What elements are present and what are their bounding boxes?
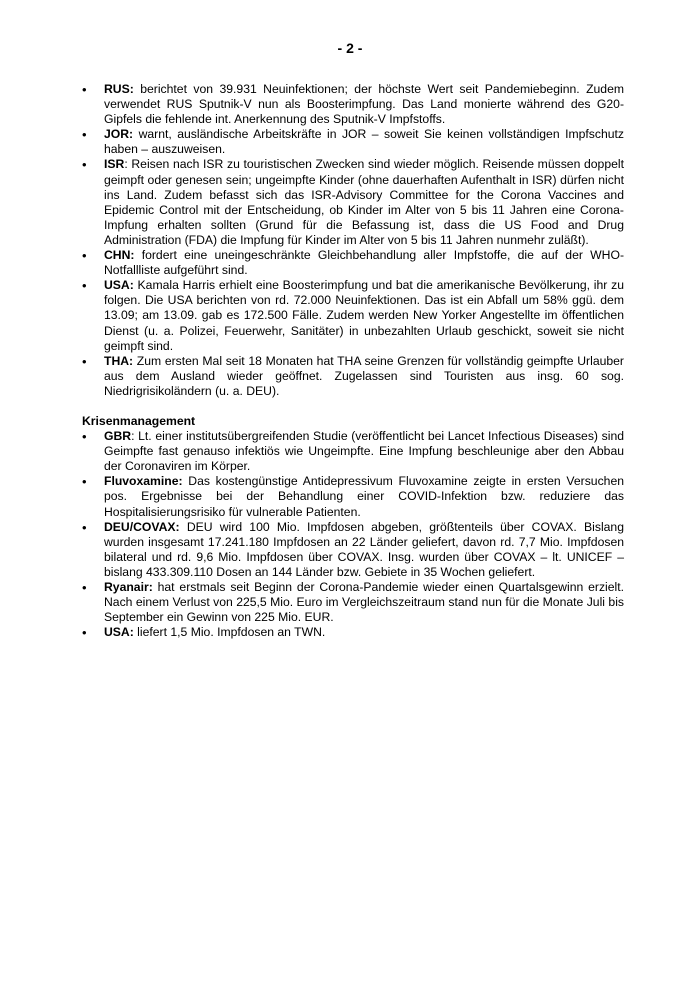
list-item — [82, 429, 624, 474]
item-label: USA: — [104, 278, 134, 293]
item-label: JOR: — [104, 127, 134, 142]
document-body — [82, 82, 624, 640]
item-text: berichtet von 39.931 Neuinfektionen; der höchste Wert seit Pandemiebeginn. Zudem verwendet RUS Sputnik-V nun als Boosterimpfung. Das Land monierte während des G20-Gipfels die fehlende int. Anerkennung des Sputnik-V Impfstoffs. — [104, 82, 624, 127]
item-text: Kamala Harris erhielt eine Boosterimpfung und bat die amerikanische Bevölkerung, ihr zu folgen. Die USA berichten von rd. 72.000 Neuinfektionen. Das ist ein Abfall um 58% ggü. dem 13.09; am 13.09. gab es 172.500 Fälle. Zudem werden New Yorker Angestellte im öffentlichen Dienst (u. a. Polizei, Feuerwehr, Sanitäter) in unbezahlten Urlaub geschickt, soweit sie nicht geimpft sind. — [104, 278, 624, 353]
list-item — [82, 278, 624, 353]
list-item — [82, 354, 624, 399]
item-label: DEU/COVAX: — [104, 519, 180, 534]
item-label: ISR — [104, 157, 125, 172]
item-label: RUS: — [104, 82, 134, 96]
crisis-management-list — [82, 429, 624, 640]
item-label: Ryanair: — [104, 580, 153, 594]
item-label: GBR — [104, 429, 132, 444]
list-item — [82, 520, 624, 580]
list-item — [82, 474, 624, 519]
list-item — [82, 625, 624, 640]
item-text: fordert eine uneingeschränkte Gleichbehandlung aller Impfstoffe, die auf der WHO-Notfallliste aufgeführt sind. — [104, 248, 624, 278]
item-text: : Lt. einer institutsübergreifenden Studie (veröffentlicht bei Lancet Infectious Diseases) sind Geimpfte fast genauso infektiös wie Ungeimpfte. Eine Impfung beschleunige aber den Abbau der Coronaviren im Körper. — [104, 429, 624, 474]
item-label: USA: — [104, 625, 134, 640]
list-item — [82, 248, 624, 278]
item-label: THA: — [104, 353, 134, 368]
item-label: CHN: — [104, 248, 135, 263]
section-heading: Krisenmanagement — [82, 413, 196, 428]
list-item — [82, 127, 624, 157]
list-item — [82, 157, 624, 248]
item-text: warnt, ausländische Arbeitskräfte in JOR – soweit Sie keinen vollständigen Impfschutz haben – auszuweisen. — [104, 127, 624, 157]
country-updates-list — [82, 82, 624, 399]
item-text: Zum ersten Mal seit 18 Monaten hat THA seine Grenzen für vollständig geimpfte Urlauber aus dem Ausland wieder geöffnet. Zugelassen sind Touristen aus insg. 60 sog. Niedrigrisikoländern (u. a. DEU). — [104, 353, 624, 398]
item-text: : Reisen nach ISR zu touristischen Zwecken sind wieder möglich. Reisende müssen doppelt geimpft oder genesen sein; ungeimpfte Kinder (ohne dauerhaften Aufenthalt in ISR) dürfen nicht ins Land. Zudem befasst sich das ISR-Advisory Committee for the Corona Vaccines and Epidemic Control mit der Entscheidung, ob Kinder im Alter von 5 bis 11 Jahren eine Corona-Impfung erhalten sollten (Grund für die Befassung ist, dass die US Food and Drug Administration (FDA) die Impfung für Kinder im Alter von 5 bis 11 Jahren nunmehr zuläßt). — [104, 157, 624, 247]
item-text: DEU wird 100 Mio. Impfdosen abgeben, größtenteils über COVAX. Bislang wurden insgesamt 17.241.180 Impfdosen an 22 Länder geliefert, davon rd. 7,7 Mio. Impfdosen bilateral und rd. 9,6 Mio. Impfdosen über COVAX. Insg. wurden über COVAX – lt. UNICEF – bislang 433.309.110 Dosen an 144 Länder bzw. Gebiete in 35 Wochen geliefert. — [104, 519, 624, 579]
item-label: Fluvoxamine: — [104, 474, 183, 489]
list-item — [82, 580, 624, 625]
item-text: hat erstmals seit Beginn der Corona-Pandemie wieder einen Quartalsgewinn erzielt. Nach einem Verlust von 225,5 Mio. Euro im Vergleichszeitraum stand nun für die Monate Juli bis September ein Gewinn von 225 Mio. EUR. — [104, 580, 624, 625]
list-item — [82, 82, 624, 127]
page-number: - 2 - — [337, 40, 363, 56]
item-text: Das kostengünstige Antidepressivum Fluvoxamine zeigte in ersten Versuchen pos. Ergebnisse bei der Behandlung einer COVID-Infektion bzw. reduziere das Hospitalisierungsrisiko für vulnerable Patienten. — [104, 474, 624, 519]
item-text: liefert 1,5 Mio. Impfdosen an TWN. — [133, 625, 326, 640]
